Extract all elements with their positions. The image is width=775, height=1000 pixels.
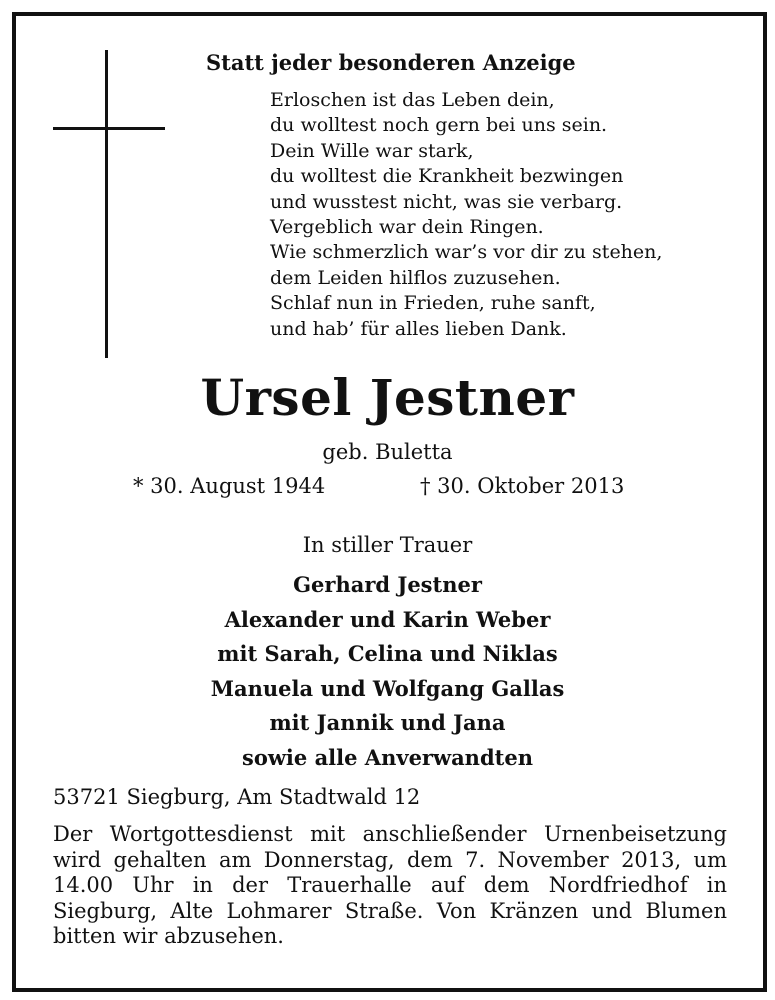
birth-date: * 30. August 1944	[133, 474, 326, 498]
family-member: Gerhard Jestner	[293, 572, 482, 597]
poem-line: Wie schmerzlich war’s vor dir zu stehen,	[270, 241, 663, 264]
family-member: mit Sarah, Celina und Niklas	[217, 641, 558, 666]
address: 53721 Siegburg, Am Stadtwald 12	[53, 785, 421, 809]
deceased-name: Ursel Jestner	[200, 368, 575, 427]
poem-line: du wolltest noch gern bei uns sein.	[270, 114, 608, 137]
death-date: † 30. Oktober 2013	[420, 474, 625, 498]
poem	[270, 88, 662, 342]
family-list	[0, 568, 775, 775]
poem-line: Schlaf nun in Frieden, ruhe sanft,	[270, 292, 596, 315]
service-info: Der Wortgottesdienst mit anschließender Urnenbeisetzung wird gehalten am Donnerstag, dem 7. November 2013, um 14.00 Uhr in der Trauerhalle auf dem Nordfriedhof in Siegburg, Alte Lohmarer Straße. Von Kränzen und Blumen bitten wir abzusehen.	[53, 822, 727, 949]
cross-icon-bar	[53, 127, 165, 130]
poem-line: und wusstest nicht, was sie verbarg.	[270, 190, 623, 213]
poem-line: Vergeblich war dein Ringen.	[270, 216, 544, 239]
poem-line: dem Leiden hilflos zuzusehen.	[270, 266, 561, 289]
poem-line: Erloschen ist das Leben dein,	[270, 89, 555, 111]
family-member: Alexander und Karin Weber	[224, 606, 551, 632]
birth-name: geb. Buletta	[322, 440, 453, 464]
poem-line: und hab’ für alles lieben Dank.	[270, 317, 567, 340]
notice-heading: Statt jeder besonderen Anzeige	[206, 50, 576, 75]
cross-icon	[105, 50, 108, 358]
mourning-line: In stiller Trauer	[302, 533, 473, 557]
family-member: mit Jannik und Jana	[269, 710, 506, 735]
poem-line: Dein Wille war stark,	[270, 139, 474, 162]
poem-line: du wolltest die Krankheit bezwingen	[270, 165, 624, 188]
family-member: Manuela und Wolfgang Gallas	[210, 675, 565, 701]
family-member: sowie alle Anverwandten	[242, 744, 533, 770]
